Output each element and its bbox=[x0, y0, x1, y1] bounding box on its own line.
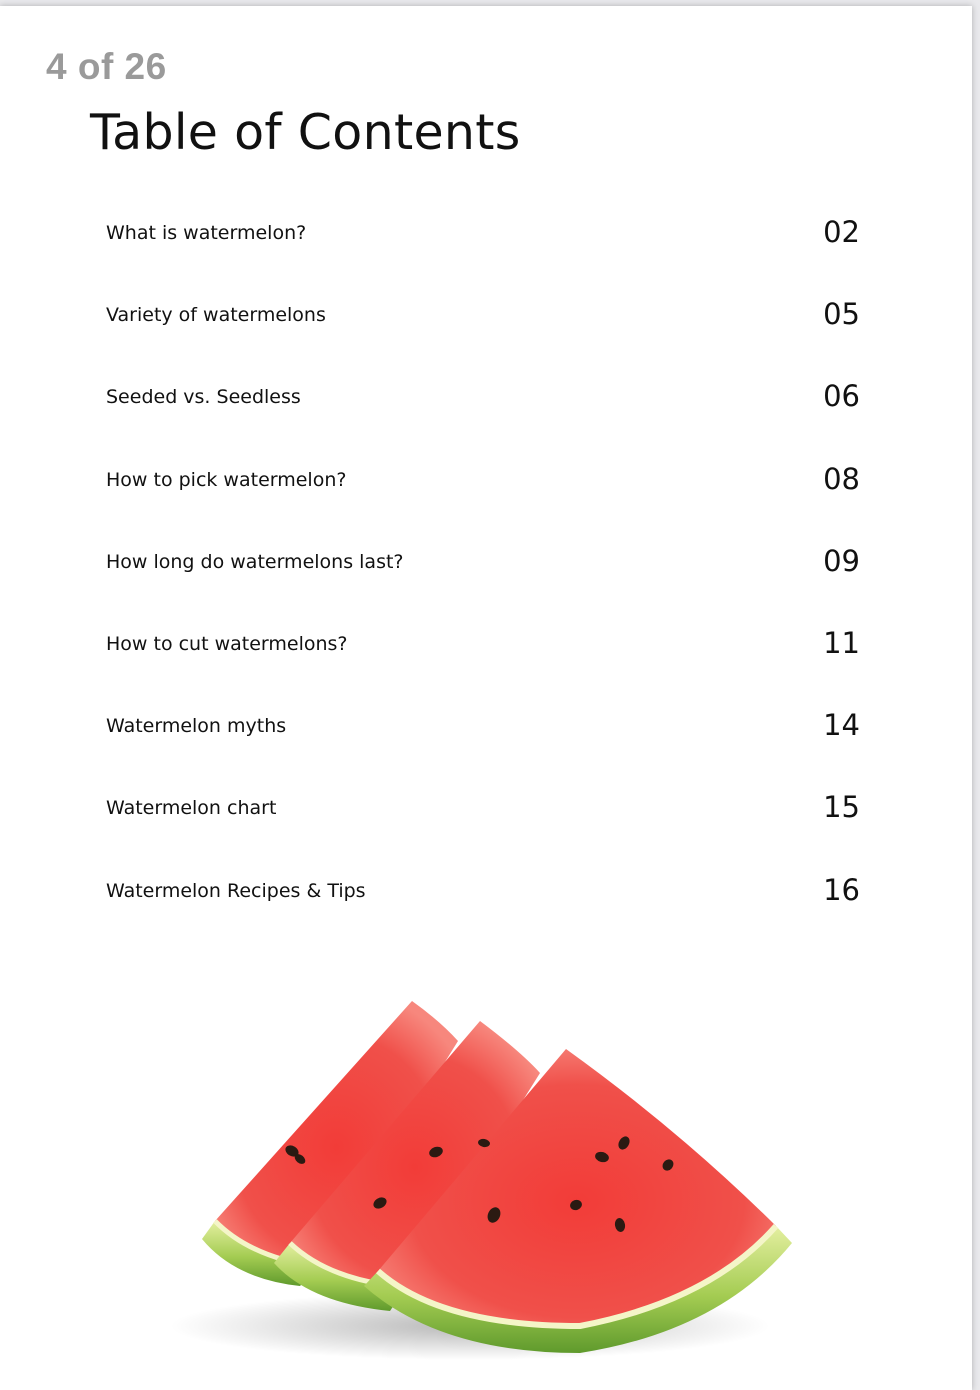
toc-entry-label: Watermelon chart bbox=[106, 797, 277, 820]
toc-entry-page: 16 bbox=[823, 872, 860, 907]
toc-entry[interactable] bbox=[106, 288, 860, 370]
toc-entry-label: How to pick watermelon? bbox=[106, 468, 347, 491]
watermelon-slices-illustration bbox=[140, 981, 840, 1390]
toc-entry-page: 05 bbox=[823, 297, 860, 332]
document-page bbox=[0, 6, 972, 1390]
toc-entry[interactable] bbox=[106, 699, 860, 781]
toc-entry-page: 02 bbox=[823, 215, 860, 249]
toc-entry[interactable] bbox=[106, 370, 860, 452]
watermelon-image bbox=[140, 981, 840, 1390]
toc-entry-label: How long do watermelons last? bbox=[106, 550, 404, 573]
toc-entry[interactable] bbox=[106, 535, 860, 617]
toc-entry[interactable] bbox=[106, 864, 860, 946]
toc-entry-page: 09 bbox=[823, 543, 860, 578]
toc-entry[interactable] bbox=[106, 453, 860, 535]
page-title: Table of Contents bbox=[90, 104, 521, 161]
toc-entry-label: What is watermelon? bbox=[106, 222, 307, 244]
toc-entry-label: Seeded vs. Seedless bbox=[106, 386, 301, 409]
toc-entry-page: 08 bbox=[823, 461, 860, 496]
toc-entry-page: 14 bbox=[823, 708, 860, 743]
toc-entry-label: Variety of watermelons bbox=[106, 304, 326, 327]
toc-entry-label: How to cut watermelons? bbox=[106, 632, 348, 655]
toc-entry-page: 15 bbox=[823, 790, 860, 825]
toc-entry-page: 11 bbox=[823, 625, 860, 660]
page-counter: 4 of 26 bbox=[46, 46, 167, 87]
toc-entry[interactable] bbox=[106, 781, 860, 863]
toc-entry-label: Watermelon myths bbox=[106, 715, 287, 738]
toc-entry[interactable] bbox=[106, 206, 860, 288]
toc-list bbox=[106, 206, 860, 946]
toc-entry-page: 06 bbox=[823, 379, 860, 414]
toc-entry-label: Watermelon Recipes & Tips bbox=[106, 879, 366, 902]
toc-entry[interactable] bbox=[106, 617, 860, 699]
